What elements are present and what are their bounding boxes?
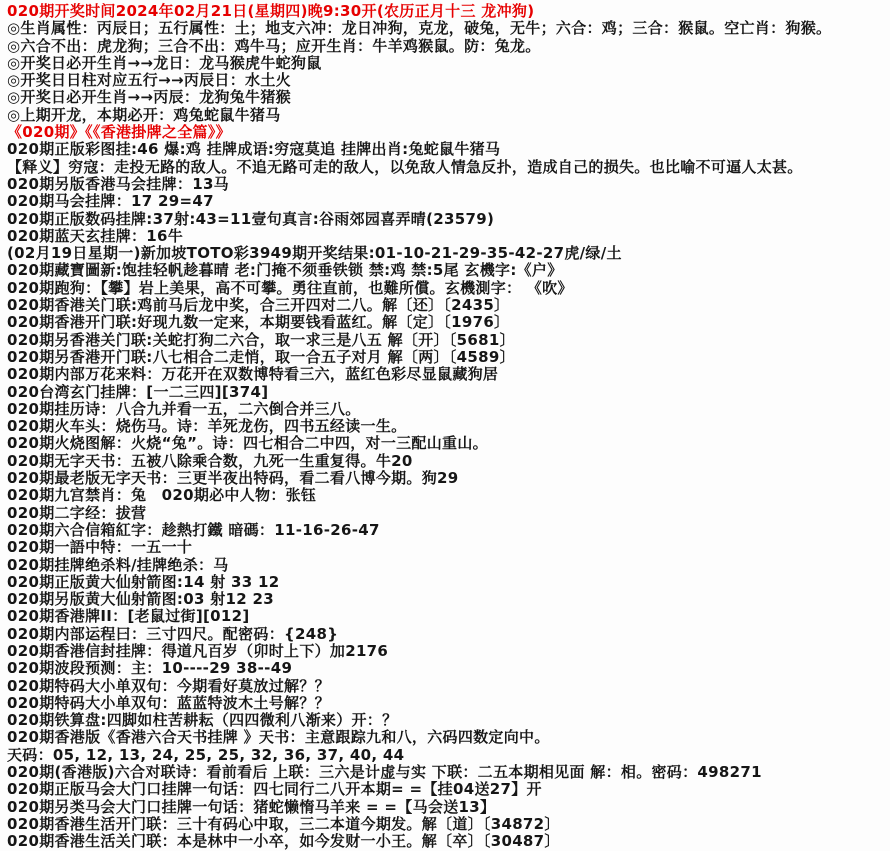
tip-line: 020期正版黄大仙射箭图:14 射 33 12 xyxy=(7,572,280,591)
tip-line: 020期香港版《香港六合天书挂牌 》天书：主意跟踪九和八，六码四数定向中。 xyxy=(7,728,550,747)
tip-line: ◎开奖日必开生肖→→龙日：龙马猴虎牛蛇狗鼠 xyxy=(7,53,322,72)
tip-line: 020期香港生活开门联：三十有码心中取，三二本道今期发。解〔道〕〔34872〕 xyxy=(7,814,560,833)
tip-line: 020期(香港版)六合对联诗：看前看后 上联：三六是计虚与实 下联：二五本期相见面 解：相。密码：498271 xyxy=(7,763,762,782)
tip-line: 020期另类马会大门口挂牌一句话：猪蛇懒惰马羊来 = =【马会送13】 xyxy=(7,797,496,816)
tip-line: 020期开奖时间2024年02月21日(星期四)晚9:30开(农历正月十三 龙冲狗) xyxy=(7,2,535,20)
tip-line: 020期挂历诗：八合九并看一五，二六倒合并三八。 xyxy=(7,399,361,418)
tip-line: 020期正版彩图挂:46 爆:鸡 挂牌成语:穷寇莫追 挂牌出肖:兔蛇鼠牛猪马 xyxy=(7,140,501,159)
tip-line: 020期二字经：拔营 xyxy=(7,503,147,522)
tip-line: 020期挂牌绝杀料/挂牌绝杀：马 xyxy=(7,555,229,574)
tip-line: 020期六合信箱紅字：趁熱打鐵 暗碼：11-16-26-47 xyxy=(7,520,380,539)
tip-line: 020期九宫禁肖：兔 020期必中人物：张钰 xyxy=(7,486,317,505)
tip-line: 020期火车头：烧伤马。诗：羊死龙伤，四书五经读一生。 xyxy=(7,417,407,436)
tip-line: 《020期》《《香港掛牌之全篇》》 xyxy=(7,123,231,142)
tip-line: 020期内部运程曰：三寸四尺。配密码：{248} xyxy=(7,624,339,643)
tip-line: 020期正版马会大门口挂牌一句话：四七同行二八开本期= =【挂04送27】开 xyxy=(7,780,542,799)
tip-line: 020期特码大小单双句：蓝蓝特波木土号解？？ xyxy=(7,693,330,712)
tip-line: 020期另香港关门联:关蛇打狗二六合，取一求三是八五 解〔开〕〔5681〕 xyxy=(7,330,515,349)
tip-line: 020期香港牌II：[老鼠过街][012] xyxy=(7,607,250,626)
tip-line: 020期马会挂牌：17 29=47 xyxy=(7,192,214,211)
tip-line: ◎生肖属性：丙辰日；五行属性：土；地支六冲：龙日冲狗，克龙，破兔，无牛；六合：鸡；三合：猴鼠。空亡肖：狗猴。 xyxy=(7,19,832,38)
tip-line: 020期波段预测：主：10----29 38--49 xyxy=(7,659,293,678)
tip-line: ◎六合不出：虎龙狗；三合不出：鸡牛马；应开生肖：牛羊鸡猴鼠。防：兔龙。 xyxy=(7,36,541,55)
tip-line: 020期香港信封挂牌：得道凡百岁（卯时上下）加2176 xyxy=(7,641,389,660)
tip-line: 020期内部万花来料：万花开在双数博特看三六，蓝红色彩尽显鼠藏狗居 xyxy=(7,365,499,384)
tip-line: 020台湾玄门挂牌：[一二三四][374] xyxy=(7,382,269,401)
tip-line: (02月19日星期一)新加坡TOTO彩3949期开奖结果:01-10-21-29-35-42-27虎/绿/土 xyxy=(7,244,622,263)
tip-line: 020期另香港开门联:八七相合二走悄，取一合五子对月 解〔两〕〔4589〕 xyxy=(7,347,515,366)
tip-line: 020期另版黄大仙射箭图:03 射12 23 xyxy=(7,590,274,609)
tips-list xyxy=(7,3,884,851)
tip-line: 020期跑狗：【攀】岩上美果，高不可攀。勇往直前，也難所償。玄機測字： 《吹》 xyxy=(7,278,573,297)
tip-line: 020期香港开门联:好现九数一定来，本期要钱看蓝红。解〔定〕〔1976〕 xyxy=(7,313,510,332)
tip-line: 020期另版香港马会挂牌：13马 xyxy=(7,174,229,193)
tip-line: 020期正版数码挂牌:37射:43=11壹句真言:谷雨郊园喜弄晴(23579) xyxy=(7,209,495,228)
tip-line: 020期蓝天玄挂牌：16牛 xyxy=(7,226,184,245)
tip-line: 020期最老版无字天书：三更半夜出特码，看二看八博今期。狗29 xyxy=(7,469,459,488)
tip-line: 020期无字天书：五被八除乘合数，九死一生重复得。牛20 xyxy=(7,451,413,470)
tip-line: 020期铁算盘:四脚如柱苦耕耘（四四微利八渐来）开：？ xyxy=(7,711,398,730)
tip-line: 天码：05, 12, 13, 24, 25, 25, 32, 36, 37, 40, 44 xyxy=(7,745,405,764)
tip-line: 020期香港生活关门联：本是林中一小卒，如今发财一小王。解〔卒〕〔30487〕 xyxy=(7,832,560,851)
tip-line: 020期一語中特：一五一十 xyxy=(7,538,193,557)
tip-line: 020期香港关门联:鸡前马后龙中奖，合三开四对二八。解〔还〕〔2435〕 xyxy=(7,296,510,315)
tip-line: ◎上期开龙，本期必开：鸡兔蛇鼠牛猪马 xyxy=(7,105,281,124)
tip-line: 【释义】穷寇：走投无路的敌人。不追无路可走的敌人，以免敌人情急反扑，造成自己的损失。也比喻不可逼人太甚。 xyxy=(7,157,803,176)
tip-line: 020期火烧图解：火烧“兔”。诗：四七相合二中四，对一三配山重山。 xyxy=(7,434,488,453)
tip-line: 020期藏寶圖新:饱挂轻帆趁暮晴 老:门掩不须垂铁锁 禁:鸡 禁:5尾 玄機字:《户》 xyxy=(7,261,563,280)
tip-line: 020期特码大小单双句：今期看好莫放过解？？ xyxy=(7,676,330,695)
tip-line: ◎开奖日必开生肖→→丙辰：龙狗兔牛猪猴 xyxy=(7,88,291,107)
tip-line: ◎开奖日日柱对应五行→→丙辰日：水土火 xyxy=(7,71,291,90)
